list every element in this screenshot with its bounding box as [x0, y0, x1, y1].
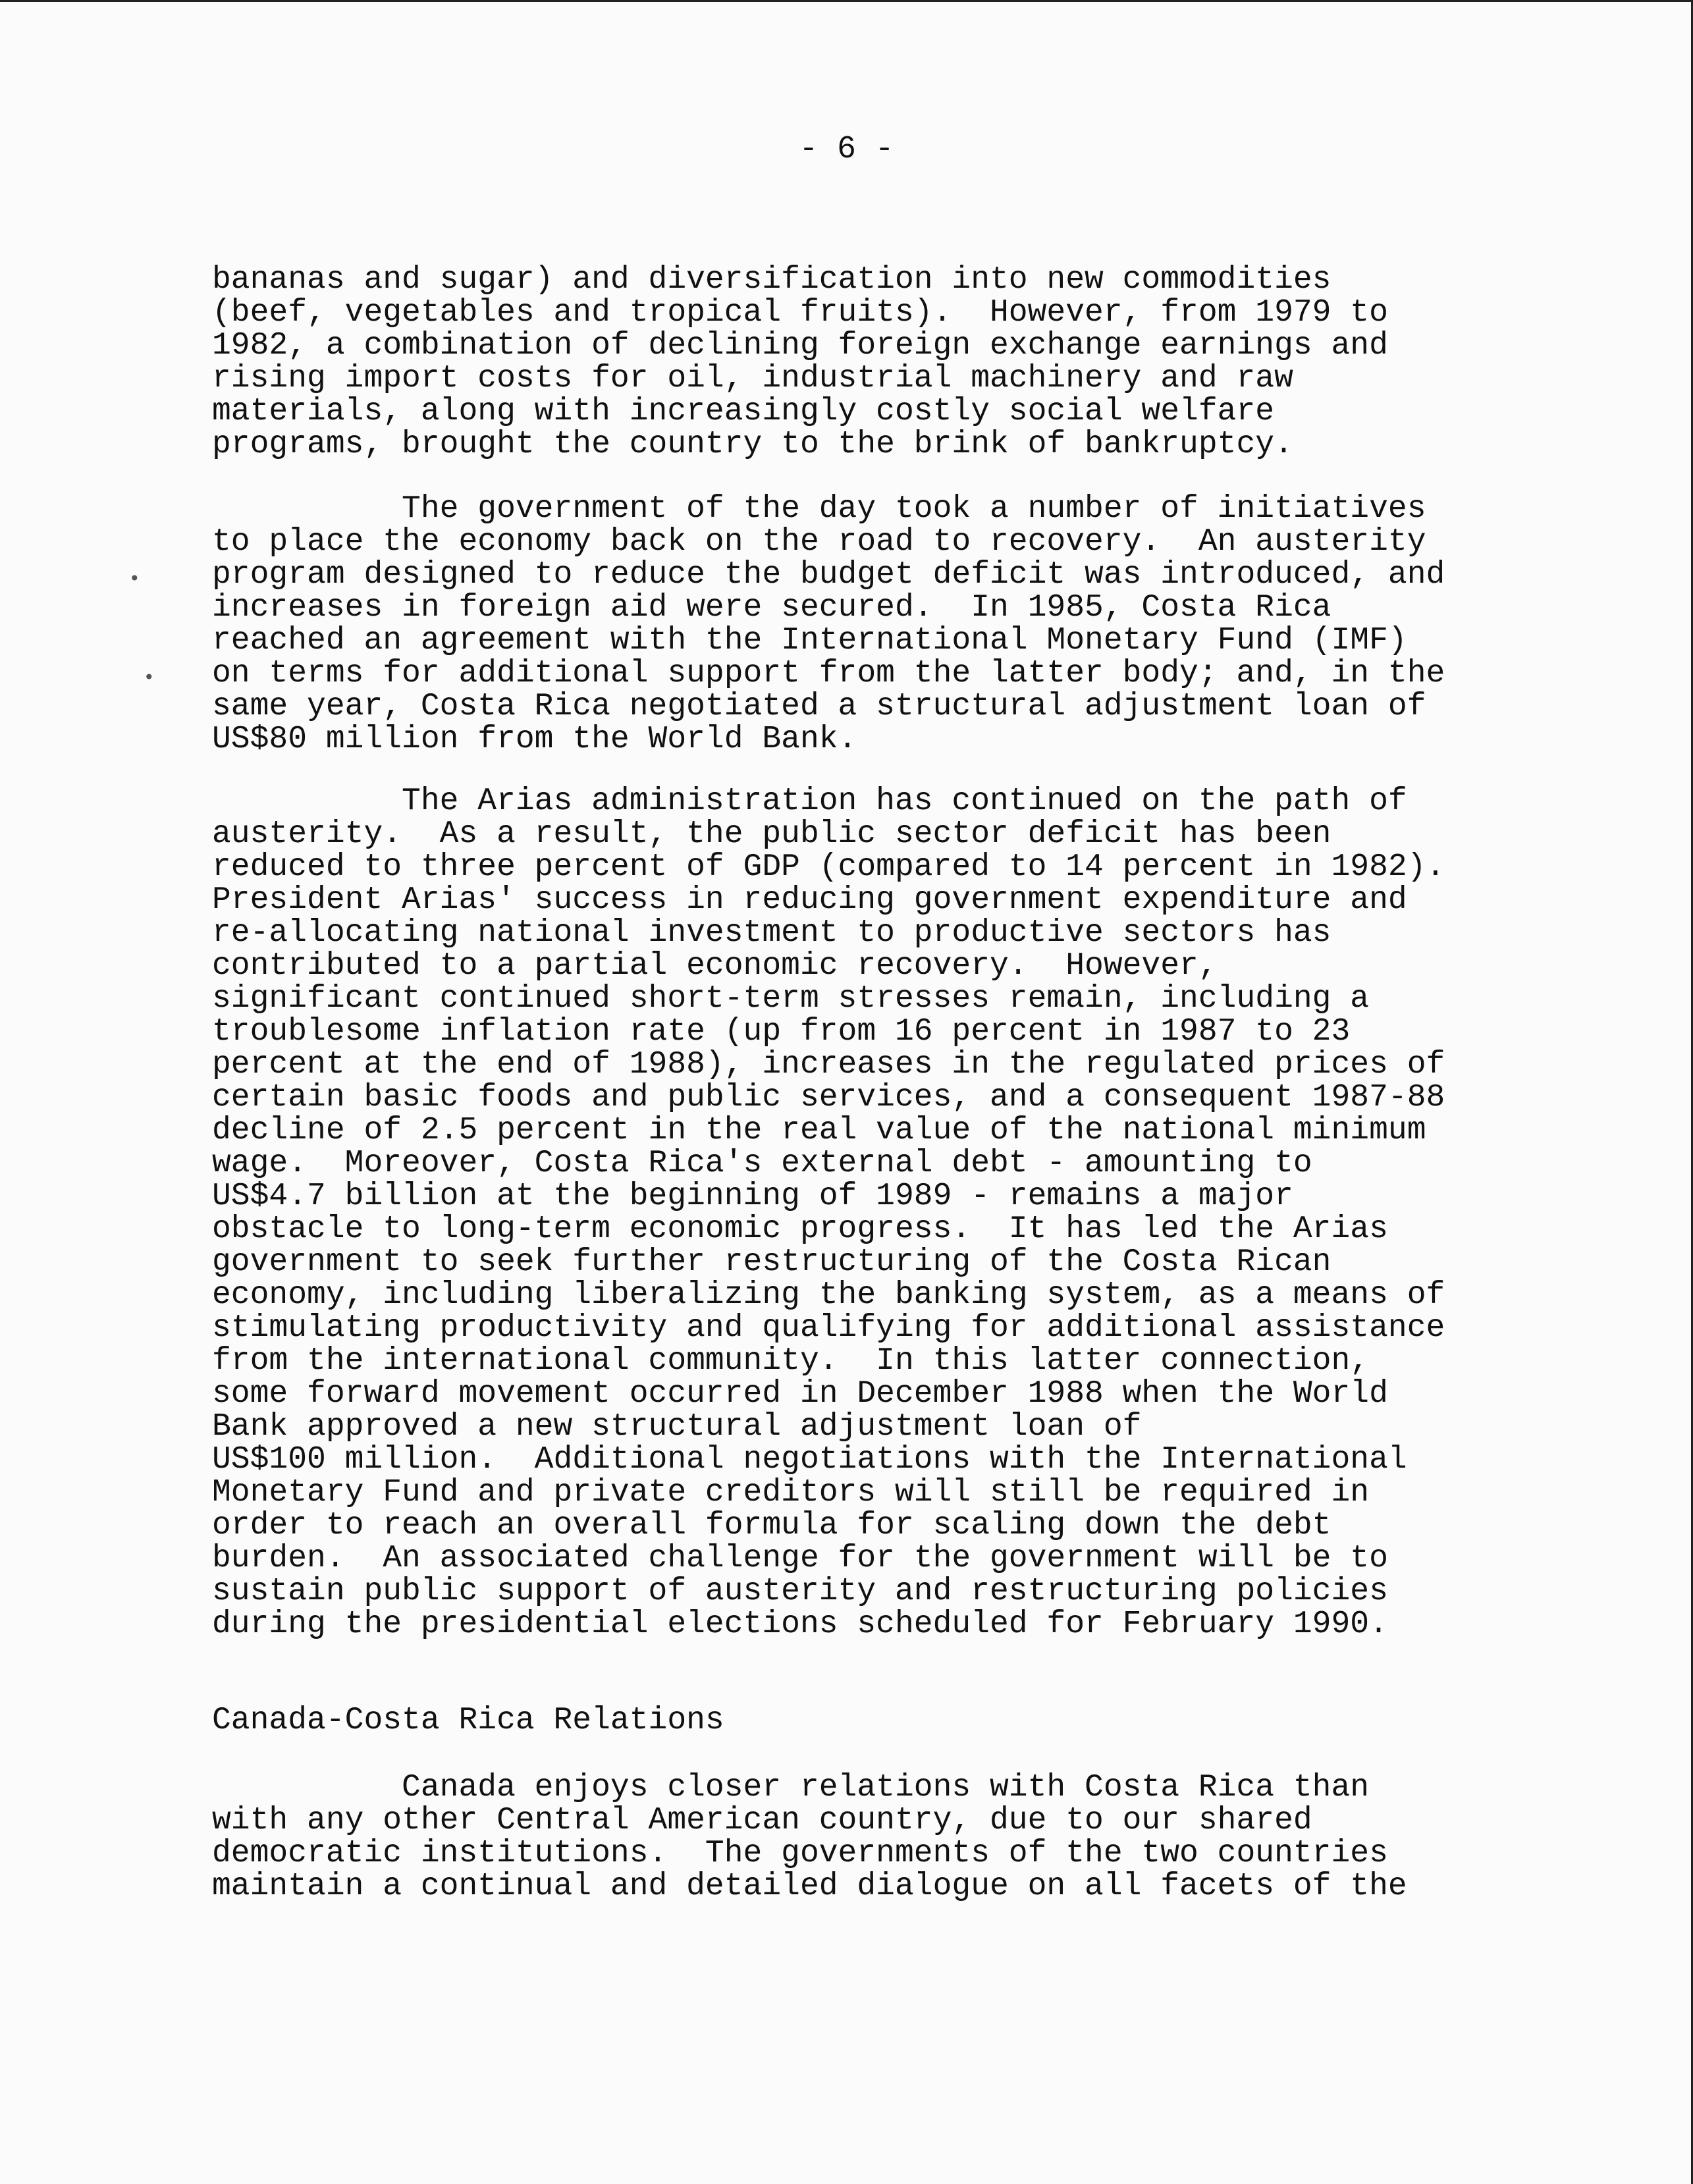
section-heading: Canada-Costa Rica Relations [212, 1703, 724, 1738]
paragraph-3: The Arias administration has continued on the path of austerity. As a result, the public sector deficit has been reduced to three percent of GDP (compared to 14 percent in 1982). President Arias' success in reducing government expenditure and re-allocating national investment to productive sectors has contributed to a partial economic recovery. However, significant continued short-term stresses remain, including a troublesome inflation rate (up from 16 percent in 1987 to 23 percent at the end of 1988), increases in the regulated prices of certain basic foods and public services, and a consequent 1987-88 decline of 2.5 percent in the real value of the national minimum wage. Moreover, Costa Rica's external debt - amounting to US$4.7 billion at the beginning of 1989 - remains a major obstacle to long-term economic progress. It has led the Arias government to seek further restructuring of the Costa Rican economy, including liberalizing the banking system, as a means of stimulating productivity and qualifying for additional assistance from the international community. In this latter connection, some forward movement occurred in December 1988 when the World Bank approved a new structural adjustment loan of US$100 million. Additional negotiations with the International Monetary Fund and private creditors will still be required in order to reach an overall formula for scaling down the debt burden. An associated challenge for the government will be to sustain public support of austerity and restructuring policies during the presidential elections scheduled for February 1990. [212, 784, 1445, 1642]
paragraph-4: Canada enjoys closer relations with Costa Rica than with any other Central American country, due to our shared democratic institutions. The governments of the two countries maintain a continual and detailed dialogue on all facets of the [212, 1770, 1407, 1904]
paragraph-1: bananas and sugar) and diversification into new commodities (beef, vegetables and tropical fruits). However, from 1979 to 1982, a combination of declining foreign exchange earnings and rising import costs for oil, industrial machinery and raw materials, along with increasingly costly social welfare programs, brought the country to the brink of bankruptcy. [212, 262, 1388, 462]
scan-speck: • [129, 568, 140, 589]
scan-speck: • [144, 666, 155, 688]
paragraph-2: The government of the day took a number of initiatives to place the economy back on the road to recovery. An austerity program designed to reduce the budget deficit was introduced, and increases in foreign aid were secured. In 1985, Costa Rica reached an agreement with the International Monetary Fund (IMF) on terms for additional support from the latter body; and, in the same year, Costa Rica negotiated a structural adjustment loan of US$80 million from the World Bank. [212, 491, 1445, 757]
page-number: - 6 - [799, 132, 894, 167]
scan-edge-top [0, 0, 1693, 2]
